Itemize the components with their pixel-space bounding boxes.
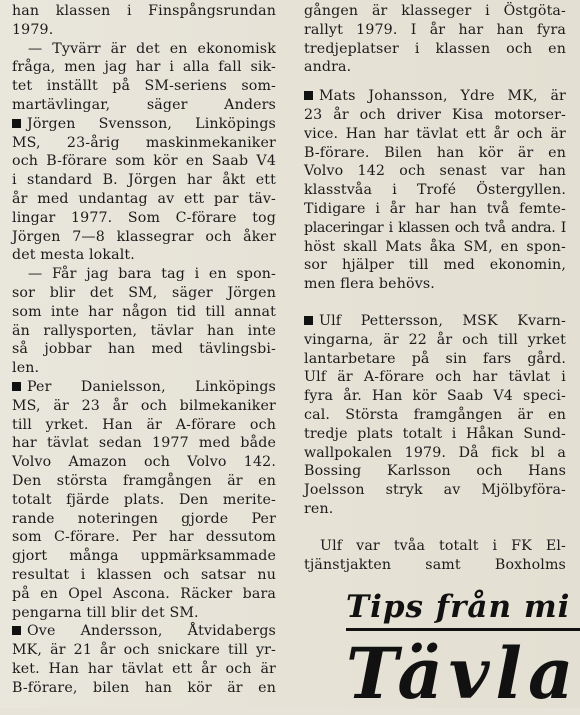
text-line: cal. Största framgången är en (304, 406, 566, 423)
text-line: gjort många uppmärksammade (12, 548, 276, 565)
text-line: Ove Andersson, Åtvidabergs (27, 623, 276, 640)
text-line: på en Opel Ascona. Räcker bara (12, 585, 276, 602)
text-line: klasstvåa i Trofé Östergyllen. (304, 182, 566, 199)
text-line: resultat i klassen och satsar nu (12, 566, 276, 583)
text-line-with-bullet (12, 622, 276, 641)
text-line: Mats Johansson, Ydre MK, är (319, 88, 566, 105)
text-line: 1979. (12, 21, 54, 38)
text-line: som C-förare. Per har dessutom (12, 529, 276, 546)
headline-tips: Tips från mi (346, 589, 571, 625)
text-line: tredjeplatser i klassen och en (304, 40, 566, 57)
text-line: ket. Han har tävlat ett år och är (12, 660, 276, 677)
text-line: andra. (304, 59, 352, 76)
text-line: Den största framgången är en (12, 472, 276, 489)
text-line: Per Danielsson, Linköpings (27, 378, 276, 395)
paragraph-gap (304, 294, 566, 312)
text-line: MS, är 23 år och bilmekaniker (12, 397, 276, 414)
text-line: men flera behövs. (304, 276, 435, 293)
text-line: tet inställt på SM-seriens som- (12, 78, 276, 95)
text-line: vingarna, är 22 år och till yrket (304, 331, 566, 348)
text-line: wallpokalen 1979. Då fick bl a (304, 444, 566, 461)
text-line: rande noteringen gjorde Per (12, 510, 276, 527)
bullet-icon (304, 316, 313, 325)
headline-rule (346, 628, 580, 631)
text-line: fråga, men jag har i alla fall sik- (12, 59, 276, 76)
text-line-with-bullet (12, 378, 276, 397)
left-column (12, 2, 276, 697)
text-line: Volvo Amazon och Volvo 142. (12, 454, 276, 471)
text-line: Jörgen Svensson, Linköpings (27, 115, 276, 132)
text-line: än rallysporten, tävlar han inte (12, 322, 276, 339)
text-line: lingar 1977. Som C-förare tog (12, 209, 276, 226)
text-line: Ulf Pettersson, MSK Kvarn- (319, 312, 566, 329)
paragraph-gap (304, 77, 566, 87)
text-line: till yrket. Han är A-förare och (12, 416, 276, 433)
text-line: sor blir det SM, säger Jörgen (12, 284, 276, 301)
text-line: B-förare. Bilen han kör är en (304, 144, 566, 161)
text-line: Joelsson stryk av Mjölbyföra- (304, 482, 566, 499)
text-line: som inte har någon tid till annat (12, 303, 276, 320)
text-line: MK, är 21 år och snickare till yr- (12, 642, 276, 659)
text-line: det mesta lokalt. (12, 247, 135, 264)
text-line: — Får jag bara tag i en spon- (28, 266, 276, 283)
text-line: i standard B. Jörgen har åkt ett (12, 172, 276, 189)
text-line: sor hjälper till med ekonomin, (304, 257, 566, 274)
text-line: år med undantag av ett par täv- (12, 190, 276, 207)
bullet-icon (12, 626, 21, 635)
bullet-icon (12, 382, 21, 391)
text-line: len. (12, 360, 40, 377)
text-line-with-bullet (12, 115, 276, 134)
text-line: pengarna till blir det SM. (12, 604, 199, 621)
text-line: fyra år. Han kör Saab V4 speci- (304, 388, 566, 405)
text-line: 23 år och driver Kisa motorser- (304, 106, 566, 123)
text-line: har tävlat sedan 1977 med både (12, 435, 276, 452)
text-line: Volvo 142 och senast var han (304, 163, 566, 180)
text-line: B-förare, bilen han kör är en (12, 679, 276, 696)
text-line: höst skall Mats åka SM, en spon- (304, 238, 566, 255)
bullet-icon (304, 91, 313, 100)
bullet-icon (12, 119, 21, 128)
text-line: MS, 23-årig maskinmekaniker (12, 134, 276, 151)
text-line: så jobbar han med tävlingsbi- (12, 341, 276, 358)
text-line: tredje plats totalt i Håkan Sund- (304, 425, 566, 442)
text-line: Bossing Karlsson och Hans (304, 463, 566, 480)
right-column (304, 2, 566, 574)
text-line-with-bullet (304, 87, 566, 106)
text-line: — Tyvärr är det en ekonomisk (28, 40, 276, 57)
text-line: Ulf är A-förare och har tävlat i (304, 369, 566, 386)
text-line: ren. (304, 500, 334, 517)
text-line: Jörgen 7—8 klassegrar och åker (12, 228, 276, 245)
text-line: Ulf var tvåa totalt i FK El- (320, 537, 566, 554)
text-line: rallyt 1979. I år har han fyra (304, 21, 566, 38)
text-line: totalt fjärde plats. Den merite- (12, 491, 276, 508)
text-line: placeringar i klassen och två andra. I (304, 219, 566, 236)
text-line: tjänstjakten samt Boxholms (304, 556, 566, 573)
text-line: lantarbetare på sin fars gård. (304, 350, 566, 367)
text-line: vice. Han har tävlat ett år och är (304, 125, 566, 142)
text-line: och B-förare som kör en Saab V4 (12, 153, 276, 170)
text-line: martävlingar, säger Anders (12, 96, 276, 113)
text-line: han klassen i Finspångsrundan (12, 3, 276, 19)
text-line-with-bullet (304, 312, 566, 331)
text-line: gången är klasseger i Östgöta- (304, 3, 566, 19)
text-line: Tidigare i år har han två femte- (304, 200, 566, 217)
paragraph-gap (304, 519, 566, 537)
headline-tavla: Tävla (346, 632, 580, 715)
